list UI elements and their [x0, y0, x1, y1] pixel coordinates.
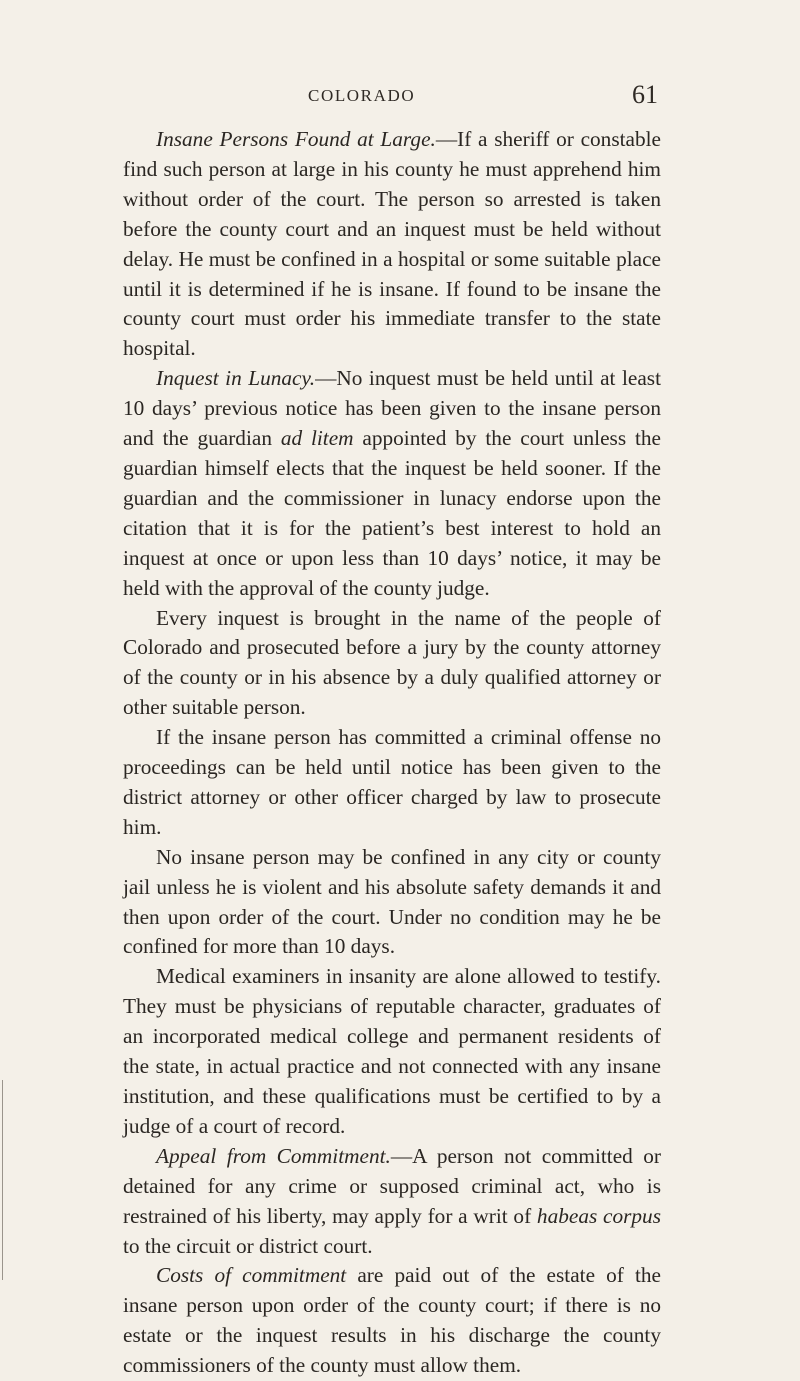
running-head: COLORADO [308, 86, 416, 105]
paragraph-text: No insane person may be confined in any city or county jail unless he is violent and his absolute safety demands it and then upon order of the court. Under no condition may he be confined for more than 10 days. [123, 844, 661, 959]
page-edge-shadow [2, 1080, 3, 1280]
latin-term: habeas corpus [536, 1203, 661, 1228]
paragraph-text: are paid out of the estate of the insane person upon order of the county court; if there is no estate or the inquest results in his discharge the county commissioners of the county must allow them. [123, 1263, 662, 1378]
paragraph-appeal-from-commitment [123, 1142, 661, 1262]
paragraph-text: —A person not committed or detained for any crime or supposed criminal act, who is restrained of his liberty, may apply for a writ of [123, 1143, 661, 1228]
section-heading: Costs of commitment [156, 1263, 347, 1288]
body-text [123, 125, 661, 1381]
paragraph-criminal-offense [123, 723, 661, 843]
paragraph-text: to the circuit or district court. [123, 1233, 373, 1258]
section-heading: Insane Persons Found at Large. [156, 127, 436, 151]
paragraph-text: Medical examiners in insanity are alone allowed to testify. They must be physicians of reputable character, graduates of an incorporated medical college and permanent residents of the state, in actual practice and not connected with any insane institution, and these qualifications must be certified to by a judge of a court of record. [123, 964, 661, 1138]
paragraph-text: —If a sheriff or constable find such person at large in his county he must apprehend him without order of the court. The person so arrested is taken before the county court and an inquest must be held without delay. He must be confined in a hospital or some suitable place until it is determined if he is insane. If found to be insane the county court must order his immediate transfer to the state hospital. [123, 127, 661, 361]
paragraph-costs-of-commitment [123, 1261, 661, 1381]
paragraph-inquest-in-lunacy [123, 364, 661, 603]
paragraph-jail-confinement [123, 843, 661, 963]
section-heading: Appeal from Commitment. [156, 1143, 391, 1168]
latin-term: ad litem [280, 426, 354, 451]
paragraph-text: —No inquest must be held until at least 10 days’ previous notice has been given to the insane person and the guardian [123, 366, 661, 451]
paragraph-text: Every inquest is brought in the name of the people of Colorado and prosecuted before a jury by the county attorney of the county or in his absence by a duly qualified attorney or other suitable person. [123, 605, 661, 720]
page-number: 61 [632, 80, 658, 109]
section-heading: Inquest in Lunacy. [156, 366, 316, 391]
paragraph-inquest-prosecution [123, 604, 661, 724]
paragraph-medical-examiners [123, 962, 661, 1141]
paragraph-insane-persons-at-large [123, 125, 661, 364]
paragraph-text: appointed by the court unless the guardian himself elects that the inquest be held sooner. If the guardian and the commissioner in lunacy endorse upon the citation that it is for the patient’s best interest to hold an inquest at once or upon less than 10 days’ notice, it may be held with the approval of the county judge. [123, 426, 661, 600]
paragraph-text: If the insane person has committed a criminal offense no proceedings can be held until notice has been given to the district attorney or other officer charged by law to prosecute him. [123, 725, 661, 839]
